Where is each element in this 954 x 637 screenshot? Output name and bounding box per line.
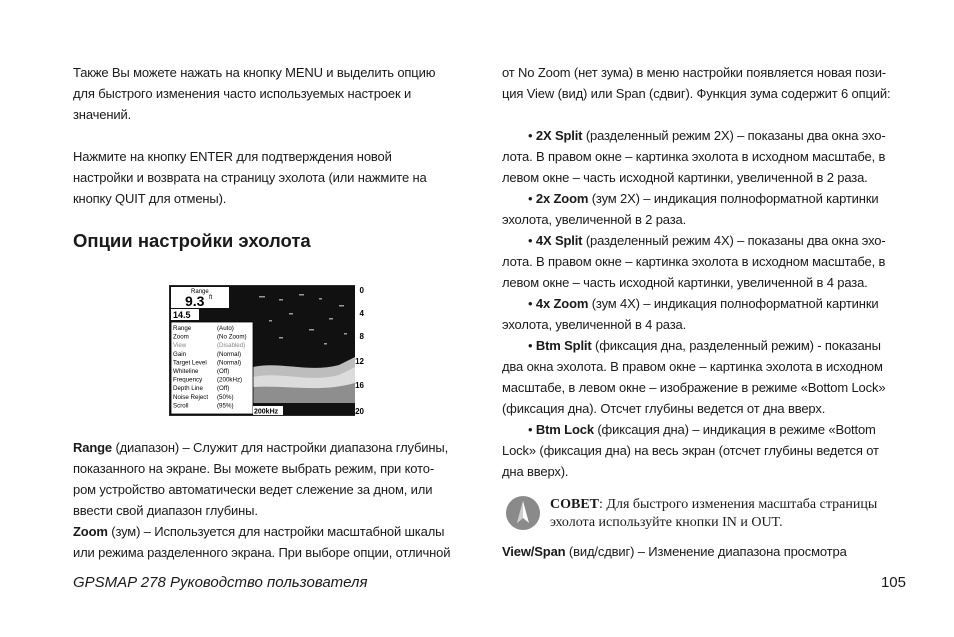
bullet-mark: • bbox=[528, 422, 533, 437]
screen-scale-label: 0 bbox=[359, 286, 364, 295]
zoom-option-5-first bbox=[502, 419, 908, 440]
bullet-mark: • bbox=[528, 233, 533, 248]
screen-menu-item-name: View bbox=[173, 342, 187, 350]
tip-line-1: : Для быстрого изменения масштаба страницы bbox=[599, 497, 878, 512]
screen-menu-item-value: (No Zoom) bbox=[217, 333, 247, 341]
screen-frequency: 200kHz bbox=[254, 408, 279, 416]
screen-range-label: Range bbox=[191, 289, 209, 295]
screen-scale-label: 12 bbox=[355, 357, 364, 366]
screen-menu-item-name: Scroll bbox=[173, 402, 189, 410]
left-column bbox=[73, 62, 481, 253]
zoom-option-5-line-3: дна вверх). bbox=[502, 464, 569, 479]
zoom-option-term: 4x Zoom bbox=[535, 296, 589, 311]
zoom-option-desc: (фиксация дна) – индикация в режиме «Bottom bbox=[593, 422, 876, 437]
zoom-option-0-line-3: левом окне – часть исходной картинки, увеличенной в 2 раза. bbox=[502, 170, 868, 185]
screen-scale-label: 16 bbox=[355, 381, 364, 390]
screen-menu-item-name: Whiteline bbox=[173, 368, 199, 375]
screen-menu-item-value: (Off) bbox=[217, 385, 230, 393]
left-column-lower bbox=[73, 437, 481, 563]
screen-menu-item-name: Frequency bbox=[173, 376, 203, 384]
zoom-option-3-first bbox=[502, 293, 908, 314]
zoom-option-term: Btm Lock bbox=[535, 422, 594, 437]
zoom-text-1: (зум) – Используется для настройки масштабной шкалы bbox=[107, 524, 445, 539]
zoom-option-5-line-2: Lock» (фиксация дна) на весь экран (отсчет глубины ведется от bbox=[502, 443, 879, 458]
tip-label: СОВЕТ bbox=[550, 497, 600, 512]
zoom-option-term: Btm Split bbox=[535, 338, 592, 353]
bullet-mark: • bbox=[528, 338, 533, 353]
zoom-option-term: 2X Split bbox=[535, 128, 583, 143]
sonar-screenshot bbox=[169, 285, 365, 416]
screen-menu-item-value: (Off) bbox=[217, 368, 230, 375]
zoom-option-3-line-2: эхолота, увеличенной в 4 раза. bbox=[502, 317, 687, 332]
intro-line-1: от No Zoom (нет зума) в меню настройки появляется новая пози- bbox=[502, 65, 886, 80]
zoom-option-1-first bbox=[502, 188, 908, 209]
zoom-option-desc: (фиксация дна, разделенный режим) - показаны bbox=[591, 338, 881, 353]
para-enter-line-2: настройки и возврата на страницу эхолота (или нажмите на bbox=[73, 170, 427, 185]
screen-menu-item-value: (95%) bbox=[217, 402, 234, 410]
bullet-mark: • bbox=[528, 128, 533, 143]
para-menu-line-2: для быстрого изменения часто используемых настроек и bbox=[73, 86, 412, 101]
zoom-term: Zoom bbox=[73, 524, 108, 539]
screen-menu-item-name: Gain bbox=[173, 350, 187, 358]
zoom-option-desc: (разделенный режим 4X) – показаны два окна эхо- bbox=[582, 233, 886, 248]
zoom-line-2: или режима разделенного экрана. При выборе опции, отличной bbox=[73, 545, 451, 560]
zoom-option-desc: (зум 4X) – индикация полноформатной картинки bbox=[588, 296, 879, 311]
screen-scale-label: 4 bbox=[359, 309, 364, 318]
tip-text bbox=[550, 496, 912, 532]
zoom-option-4-line-4: (фиксация дна). Отсчет глубины ведется от дна вверх. bbox=[502, 401, 826, 416]
tip-box bbox=[502, 493, 912, 535]
zoom-option-2-line-3: левом окне – часть исходной картинки, увеличенной в 4 раза. bbox=[502, 275, 868, 290]
para-enter-line-3: кнопку QUIT для отмены). bbox=[73, 191, 227, 206]
view-span-text: (вид/сдвиг) – Изменение диапазона просмотра bbox=[565, 544, 847, 559]
tip-line-2: эхолота используйте кнопки IN и OUT. bbox=[550, 515, 783, 530]
view-span-term: View/Span bbox=[502, 544, 566, 559]
zoom-option-2-first bbox=[502, 230, 908, 251]
intro-line-2: ция View (вид) или Span (сдвиг). Функция зума содержит 6 опций: bbox=[502, 86, 891, 101]
range-line-2: показанного на экране. Вы можете выбрать режим, при кото- bbox=[73, 461, 435, 476]
screen-depth-unit: ft bbox=[209, 295, 213, 301]
screen-scale-label: 20 bbox=[355, 407, 364, 416]
zoom-option-term: 4X Split bbox=[535, 233, 583, 248]
zoom-option-4-first bbox=[502, 335, 908, 356]
view-span-line bbox=[502, 541, 908, 562]
screen-menu-item-name: Noise Reject bbox=[173, 393, 209, 401]
zoom-option-4-line-3: масштабе, в левом окне – изображение в режиме «Bottom Lock» bbox=[502, 380, 886, 395]
range-text-1: (диапазон) – Служит для настройки диапазона глубины, bbox=[111, 440, 449, 455]
range-line-1 bbox=[73, 437, 481, 458]
range-line-4: ввести свой диапазон глубины. bbox=[73, 503, 258, 518]
screen-menu-item-name: Target Level bbox=[173, 359, 207, 367]
zoom-option-0-first bbox=[502, 125, 908, 146]
bullet-mark: • bbox=[528, 191, 533, 206]
zoom-option-1-line-2: эхолота, увеличенной в 2 раза. bbox=[502, 212, 687, 227]
para-menu-line-3: значений. bbox=[73, 107, 132, 122]
zoom-option-0-line-2: лота. В правом окне – картинка эхолота в исходном масштабе, в bbox=[502, 149, 886, 164]
range-line-3: ром устройство автоматически ведет слежение за дном, или bbox=[73, 482, 433, 497]
screen-depth: 9.3 bbox=[185, 293, 205, 309]
zoom-line-1 bbox=[73, 521, 481, 542]
right-column bbox=[502, 62, 908, 482]
zoom-option-term: 2x Zoom bbox=[535, 191, 589, 206]
screen-menu-item-value: (Auto) bbox=[217, 325, 234, 332]
screen-menu-item-value: (50%) bbox=[217, 393, 234, 401]
zoom-option-desc: (зум 2X) – индикация полноформатной картинки bbox=[588, 191, 879, 206]
para-enter-line-1: Нажмите на кнопку ENTER для подтверждения новой bbox=[73, 149, 392, 164]
compass-arrow-icon bbox=[505, 495, 541, 531]
screen-scale-label: 8 bbox=[359, 332, 364, 341]
section-heading: Опции настройки эхолота bbox=[73, 230, 311, 251]
zoom-option-2-line-2: лота. В правом окне – картинка эхолота в исходном масштабе, в bbox=[502, 254, 886, 269]
screen-menu-item-value: (200kHz) bbox=[217, 376, 243, 384]
footer-title: GPSMAP 278 Руководство пользователя bbox=[73, 574, 368, 591]
screen-menu-item-value: (Disabled) bbox=[217, 342, 246, 350]
zoom-options-list bbox=[502, 125, 908, 482]
screen-menu-item-name: Depth Line bbox=[173, 385, 203, 393]
screen-temp: 14.5 bbox=[173, 310, 191, 320]
zoom-option-4-line-2: два окна эхолота. В правом окне – картинка эхолота в исходном bbox=[502, 359, 883, 374]
screen-menu-item-name: Range bbox=[173, 325, 192, 332]
screen-menu-item-value: (Normal) bbox=[217, 359, 242, 367]
page-number: 105 bbox=[880, 574, 906, 591]
range-term: Range bbox=[73, 440, 112, 455]
bullet-mark: • bbox=[528, 296, 533, 311]
screen-menu-item-name: Zoom bbox=[173, 333, 189, 341]
para-menu-line-1: Также Вы можете нажать на кнопку MENU и выделить опцию bbox=[73, 65, 436, 80]
screen-menu-item-value: (Normal) bbox=[217, 350, 242, 358]
zoom-option-desc: (разделенный режим 2X) – показаны два окна эхо- bbox=[582, 128, 886, 143]
